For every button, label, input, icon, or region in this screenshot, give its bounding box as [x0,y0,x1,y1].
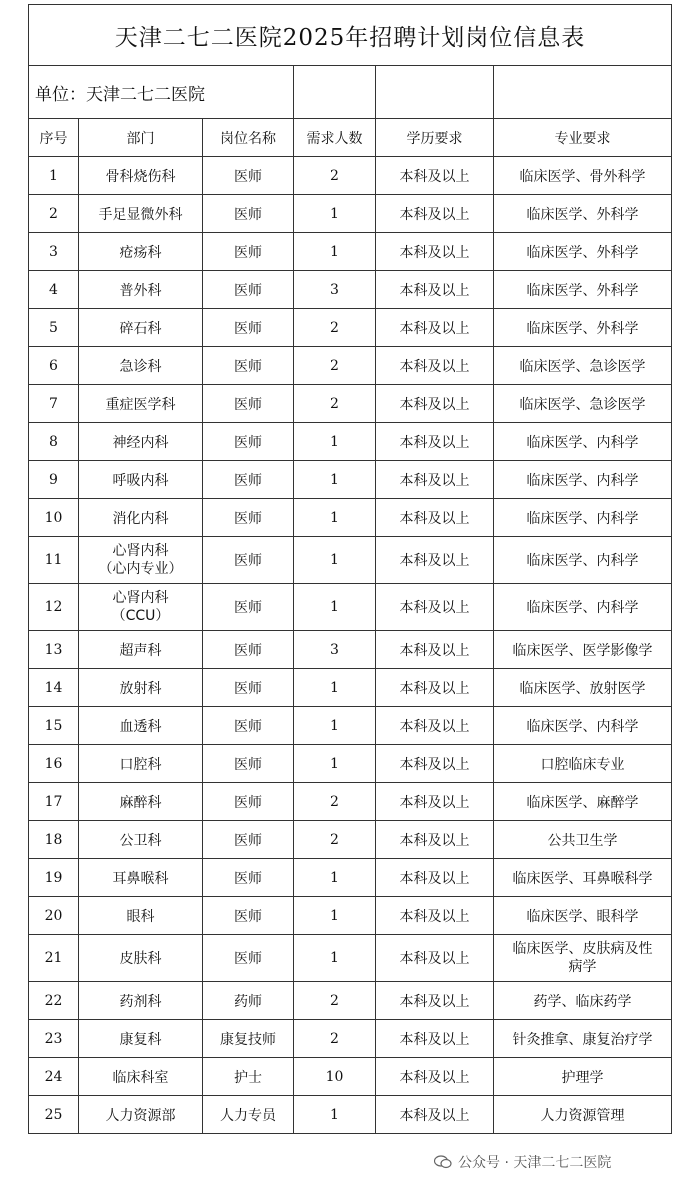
cell-post: 医师 [203,669,294,707]
cell-count: 1 [294,537,376,584]
cell-post: 护士 [203,1058,294,1096]
header-dept: 部门 [79,119,203,157]
cell-no: 16 [29,745,79,783]
cell-post: 医师 [203,707,294,745]
unit-empty-cell [294,66,376,119]
wechat-watermark [430,1150,615,1174]
cell-edu: 本科及以上 [376,1096,494,1134]
cell-no: 22 [29,982,79,1020]
cell-dept: 血透科 [79,707,203,745]
cell-post: 医师 [203,423,294,461]
cell-dept: 药剂科 [79,982,203,1020]
table-row [29,309,672,347]
cell-dept: 公卫科 [79,821,203,859]
cell-edu: 本科及以上 [376,347,494,385]
cell-post: 医师 [203,859,294,897]
table-row [29,271,672,309]
cell-post: 药师 [203,982,294,1020]
cell-edu: 本科及以上 [376,271,494,309]
cell-post: 人力专员 [203,1096,294,1134]
cell-count: 2 [294,1020,376,1058]
cell-edu: 本科及以上 [376,897,494,935]
cell-major-line2: 病学 [568,959,597,975]
table-row [29,982,672,1020]
table-row [29,423,672,461]
cell-major-line1: 临床医学、皮肤病及性 [512,941,653,957]
cell-dept-line1: 心肾内科 [112,590,169,606]
cell-major [494,935,672,982]
cell-post: 医师 [203,309,294,347]
cell-count: 1 [294,745,376,783]
cell-dept-line2: （心内专业） [98,561,183,577]
cell-dept: 手足显微外科 [79,195,203,233]
cell-major: 护理学 [494,1058,672,1096]
cell-dept: 普外科 [79,271,203,309]
cell-post: 医师 [203,499,294,537]
table-header-row [29,119,672,157]
table-row [29,897,672,935]
cell-no: 13 [29,631,79,669]
cell-major: 临床医学、急诊医学 [494,385,672,423]
cell-no: 7 [29,385,79,423]
cell-post: 医师 [203,821,294,859]
cell-edu: 本科及以上 [376,157,494,195]
table-row [29,157,672,195]
cell-edu: 本科及以上 [376,669,494,707]
table-row [29,461,672,499]
cell-post: 医师 [203,157,294,195]
cell-count: 2 [294,347,376,385]
cell-major: 临床医学、内科学 [494,499,672,537]
unit-empty-cell [376,66,494,119]
cell-edu: 本科及以上 [376,385,494,423]
cell-edu: 本科及以上 [376,309,494,347]
cell-edu: 本科及以上 [376,631,494,669]
cell-major: 针灸推拿、康复治疗学 [494,1020,672,1058]
cell-major: 人力资源管理 [494,1096,672,1134]
wechat-icon [434,1155,452,1169]
table-row [29,233,672,271]
table-row [29,935,672,982]
cell-edu: 本科及以上 [376,1058,494,1096]
cell-post: 医师 [203,195,294,233]
cell-post: 医师 [203,233,294,271]
cell-major: 临床医学、内科学 [494,537,672,584]
cell-major: 临床医学、内科学 [494,461,672,499]
unit-empty-cell [494,66,672,119]
cell-count: 1 [294,233,376,271]
cell-count: 1 [294,859,376,897]
cell-dept: 骨科烧伤科 [79,157,203,195]
cell-major: 临床医学、医学影像学 [494,631,672,669]
cell-dept: 放射科 [79,669,203,707]
cell-dept: 临床科室 [79,1058,203,1096]
cell-major: 临床医学、耳鼻喉科学 [494,859,672,897]
table-title: 天津二七二医院2025年招聘计划岗位信息表 [29,5,672,66]
unit-cell [29,66,294,119]
cell-major: 临床医学、外科学 [494,195,672,233]
cell-dept [79,584,203,631]
cell-post: 医师 [203,631,294,669]
cell-post: 医师 [203,897,294,935]
cell-post: 医师 [203,271,294,309]
cell-no: 2 [29,195,79,233]
cell-no: 9 [29,461,79,499]
cell-major: 临床医学、内科学 [494,423,672,461]
table-row [29,821,672,859]
cell-dept: 碎石科 [79,309,203,347]
cell-dept: 重症医学科 [79,385,203,423]
cell-dept: 神经内科 [79,423,203,461]
cell-count: 2 [294,783,376,821]
cell-post: 康复技师 [203,1020,294,1058]
cell-no: 25 [29,1096,79,1134]
cell-no: 20 [29,897,79,935]
cell-count: 1 [294,584,376,631]
cell-dept: 康复科 [79,1020,203,1058]
cell-dept: 超声科 [79,631,203,669]
cell-dept: 皮肤科 [79,935,203,982]
cell-edu: 本科及以上 [376,783,494,821]
header-major: 专业要求 [494,119,672,157]
cell-count: 1 [294,423,376,461]
cell-post: 医师 [203,745,294,783]
cell-count: 2 [294,385,376,423]
watermark-text: 公众号 · 天津二七二医院 [458,1155,612,1171]
table-row [29,584,672,631]
table-row [29,1096,672,1134]
cell-count: 3 [294,631,376,669]
cell-count: 1 [294,461,376,499]
cell-edu: 本科及以上 [376,982,494,1020]
cell-dept: 消化内科 [79,499,203,537]
cell-major: 临床医学、急诊医学 [494,347,672,385]
cell-edu: 本科及以上 [376,233,494,271]
cell-major: 公共卫生学 [494,821,672,859]
table-row [29,631,672,669]
cell-count: 2 [294,982,376,1020]
cell-post: 医师 [203,783,294,821]
unit-label: 单位： [35,84,86,105]
cell-no: 21 [29,935,79,982]
cell-post: 医师 [203,935,294,982]
table-row [29,783,672,821]
cell-no: 5 [29,309,79,347]
table-row [29,1058,672,1096]
cell-no: 23 [29,1020,79,1058]
cell-count: 2 [294,309,376,347]
cell-no: 18 [29,821,79,859]
cell-no: 11 [29,537,79,584]
cell-count: 1 [294,707,376,745]
cell-dept: 呼吸内科 [79,461,203,499]
cell-major: 口腔临床专业 [494,745,672,783]
cell-dept-line2: （CCU） [111,608,170,624]
cell-dept: 眼科 [79,897,203,935]
cell-count: 1 [294,935,376,982]
cell-edu: 本科及以上 [376,859,494,897]
cell-count: 3 [294,271,376,309]
table-row [29,859,672,897]
cell-count: 1 [294,897,376,935]
cell-major: 临床医学、眼科学 [494,897,672,935]
cell-edu: 本科及以上 [376,195,494,233]
cell-no: 8 [29,423,79,461]
cell-no: 19 [29,859,79,897]
cell-no: 1 [29,157,79,195]
cell-no: 14 [29,669,79,707]
cell-edu: 本科及以上 [376,461,494,499]
cell-post: 医师 [203,537,294,584]
cell-count: 1 [294,195,376,233]
cell-major: 临床医学、内科学 [494,707,672,745]
cell-post: 医师 [203,461,294,499]
cell-major: 临床医学、骨外科学 [494,157,672,195]
cell-no: 12 [29,584,79,631]
cell-dept: 疮疡科 [79,233,203,271]
cell-major: 临床医学、麻醉学 [494,783,672,821]
cell-no: 3 [29,233,79,271]
table-row [29,745,672,783]
cell-edu: 本科及以上 [376,821,494,859]
table-row [29,499,672,537]
cell-major: 临床医学、外科学 [494,271,672,309]
cell-edu: 本科及以上 [376,537,494,584]
cell-major: 药学、临床药学 [494,982,672,1020]
cell-dept: 人力资源部 [79,1096,203,1134]
cell-post: 医师 [203,385,294,423]
cell-post: 医师 [203,347,294,385]
cell-post: 医师 [203,584,294,631]
cell-count: 2 [294,821,376,859]
cell-edu: 本科及以上 [376,584,494,631]
cell-dept: 耳鼻喉科 [79,859,203,897]
cell-major: 临床医学、放射医学 [494,669,672,707]
cell-dept-line1: 心肾内科 [112,543,169,559]
table-row [29,1020,672,1058]
header-edu: 学历要求 [376,119,494,157]
cell-edu: 本科及以上 [376,423,494,461]
recruitment-sheet [28,4,671,1134]
header-post: 岗位名称 [203,119,294,157]
cell-major: 临床医学、内科学 [494,584,672,631]
table-row [29,195,672,233]
cell-count: 1 [294,669,376,707]
cell-edu: 本科及以上 [376,707,494,745]
cell-dept: 麻醉科 [79,783,203,821]
cell-no: 6 [29,347,79,385]
cell-dept: 口腔科 [79,745,203,783]
cell-no: 17 [29,783,79,821]
table-row [29,669,672,707]
cell-dept [79,537,203,584]
cell-no: 4 [29,271,79,309]
table-row [29,385,672,423]
cell-edu: 本科及以上 [376,745,494,783]
cell-no: 10 [29,499,79,537]
cell-major: 临床医学、外科学 [494,309,672,347]
cell-edu: 本科及以上 [376,935,494,982]
cell-count: 10 [294,1058,376,1096]
cell-major: 临床医学、外科学 [494,233,672,271]
cell-count: 1 [294,1096,376,1134]
cell-no: 15 [29,707,79,745]
header-no: 序号 [29,119,79,157]
cell-no: 24 [29,1058,79,1096]
cell-edu: 本科及以上 [376,499,494,537]
table-row [29,537,672,584]
cell-count: 1 [294,499,376,537]
table-row [29,347,672,385]
cell-edu: 本科及以上 [376,1020,494,1058]
cell-count: 2 [294,157,376,195]
recruitment-table [28,4,672,1134]
unit-value: 天津二七二医院 [86,84,205,105]
table-row [29,707,672,745]
header-count: 需求人数 [294,119,376,157]
cell-dept: 急诊科 [79,347,203,385]
